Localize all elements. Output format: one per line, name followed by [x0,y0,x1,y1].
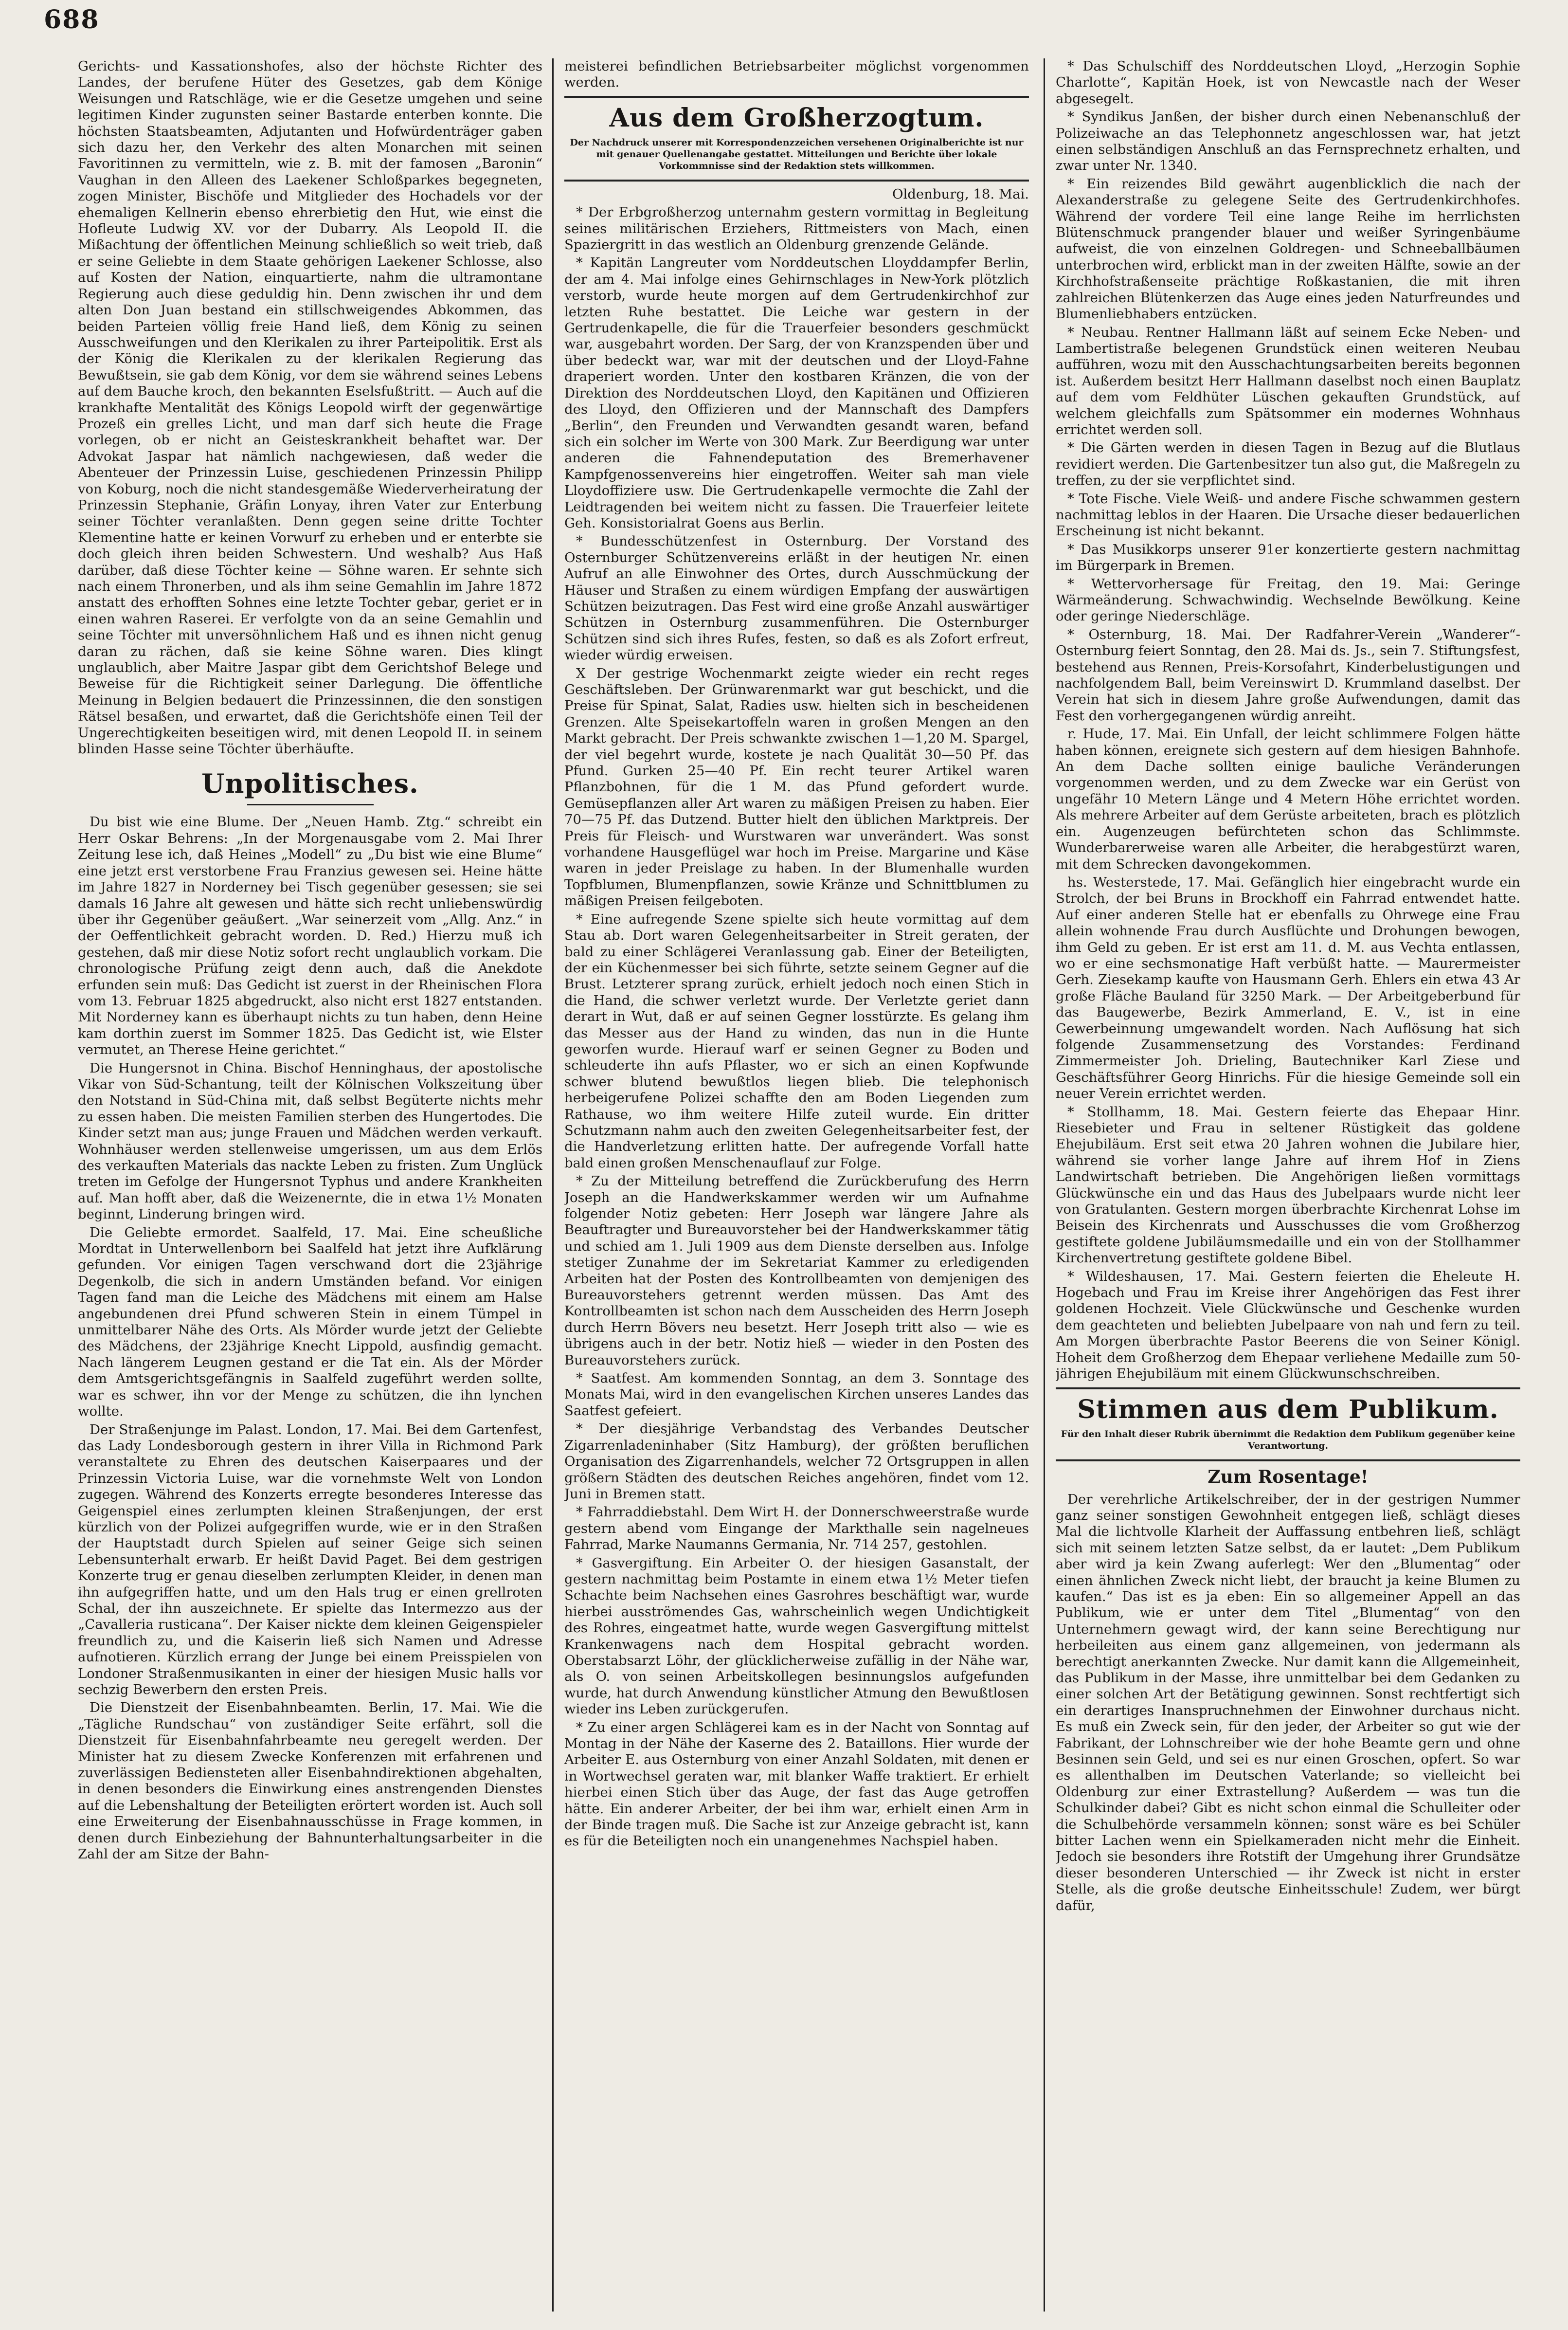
reprint-notice: Der Nachdruck unserer mit Korrespondenzzeichen versehenen Originalberichte ist nur mit genauer Quellenangabe gestattet. Mitteilungen und Berichte über lokale Vorkommnisse sind der Redaktion stets willkommen. [570,137,1024,171]
article-paragraph: Der verehrliche Artikelschreiber, der in der gestrigen Nummer ganz seiner sonstigen Gewohnheit entgegen ließ, schlägt dieses Mal die lichtvolle Klarheit der Auffassung entbehren ließ, schlägt sich mit seinem letzten Satze selbst, da er lautet: „Dem Publikum aber wird ja kein Zwang auferlegt: Wer den „Blumentag“ oder einen ähnlichen Zweck nicht liebt, der braucht ja keine Blumen zu kaufen.“ Das ist es ja eben: Ein so allgemeiner Appell an das Publikum, wie er unter dem Titel „Blumentag“ von den Unternehmern gewagt wird, der kann seine Berechtigung nur herbeileiten aus einem ganz allgemeinen, von jedermann als berechtigt anerkannten Zwecke. Nur damit kann die Allgemeinheit, das Publikum in der Masse, ihre unmittelbar bei dem Gedanken zu einer solchen Art der Betätigung gewinnen. Sonst rechtfertigt sich ein derartiges Inanspruchnehmen der Einwohner durchaus nicht. Es muß ein Zweck sein, für den jeder, der Arbeiter so gut wie der Fabrikant, der Lohnschreiber wie der hohe Beamte gern und ohne Besinnen sein Geld, und sei es nur einen Groschen, opfert. So war es allenthalben im Deutschen Vaterlande; so vielleicht bei Oldenburg zur einer Extrastellung? Außerdem — was tun die Schulkinder dabei? Gibt es nicht schon einmal die Schulleiter oder die Schulbehörde versammeln können; sonst wäre es bei Schüler bitter Lachen wenn ein Spielkameraden nicht mehr die Einheit. Jedoch sie besonders ihre Rotstift der Umgehung ihrer Grundsätze dieser besonderen Unterschied — ihr Zweck ist nicht in erster Stelle, als die große deutsche Einheitsschule! Zudem, wer bürgt dafür, [1056,1491,1520,1913]
article-paragraph: * Das Schulschiff des Norddeutschen Lloyd, „Herzogin Sophie Charlotte“, Kapitän Hoek, ist von Newcastle nach der Weser abgesegelt. [1056,58,1520,107]
article-paragraph: Die Geliebte ermordet. Saalfeld, 17. Mai. Eine scheußliche Mordtat in Unterwellenborn bei Saalfeld hat jetzt ihre Aufklärung gefunden. Vor einigen Tagen verschwand dort die 23jährige Degenkolb, die sich in andern Umständen befand. Vor einigen Tagen fand man die Leiche des Mädchens mit einem am Halse angebundenen drei Pfund schweren Stein in einem Tümpel in unmittelbarer Nähe des Orts. Als Mörder wurde jetzt der Geliebte des Mädchens, der 23jährige Knecht Lippold, ausfindig gemacht. Nach längerem Leugnen gestand er die Tat ein. Als der Mörder dem Amtsgerichtsgefängnis in Saalfeld zugeführt werden sollte, war es schwer, ihn vor der Menge zu schützen, die ihn lynchen wollte. [78,1224,542,1420]
article-paragraph: * Tote Fische. Viele Weiß- und andere Fische schwammen gestern nachmittag leblos in der Haaren. Die Ursache dieser bedauerlichen Erscheinung ist nicht bekannt. [1056,491,1520,539]
article-paragraph: * Wettervorhersage für Freitag, den 19. Mai: Geringe Wärmeänderung. Schwachwindig. Wechselnde Bewölkung. Keine oder geringe Niederschläge. [1056,576,1520,624]
article-paragraph: * Bundesschützenfest in Osternburg. Der Vorstand des Osternburger Schützenvereins erläßt in der heutigen Nr. einen Aufruf an alle Einwohner des Ortes, durch Ausschmückung der Häuser und Straßen zu einem würdigen Empfang der auswärtigen Schützen beizutragen. Das Fest wird eine große Anzahl auswärtiger Schützen in Osternburg zusammenführen. Die Osternburger Schützen sind sich ihres Rufes, festen, so daß es als Zofort erfreut, wieder würdig erweisen. [564,533,1029,663]
article-paragraph: * Ein reizendes Bild gewährt augenblicklich die nach der Alexanderstraße zu gelegene Seite des Gertrudenkirchhofes. Während der vordere Teil eine lange Reihe im herrlichsten Blütenschmuck prangender blauer und weißer Syringenbäume aufweist, die von einzelnen Goldregen- und Schneeballbäumen unterbrochen wird, erblickt man in der zweiten Hälfte, sowie an der Kirchhofstraßenseite prächtige Roßkastanien, die mit ihren zahlreichen Blütenkerzen das Auge eines jeden Naturfreundes und Blumenliebhabers entzücken. [1056,176,1520,322]
article-paragraph: * Die Gärten werden in diesen Tagen in Bezug auf die Blutlaus revidiert werden. Die Gartenbesitzer tun also gut, die Maßregeln zu treffen, zu der sie verpflichtet sind. [1056,440,1520,489]
article-paragraph: r. Hude, 17. Mai. Ein Unfall, der leicht schlimmere Folgen hätte haben können, ereignete sich gestern auf dem hiesigen Bahnhofe. An dem Dache sollten einige bauliche Veränderungen vorgenommen werden, und zu dem Zwecke war ein Gerüst von ungefähr 10 Metern Länge und 4 Metern Höhe errichtet worden. Als mehrere Arbeiter auf dem Gerüste arbeiteten, brach es plötzlich ein. Augenzeugen befürchteten schon das Schlimmste. Wunderbarerweise waren alle Arbeiter, die herabgestürzt waren, mit dem Schrecken davongekommen. [1056,726,1520,872]
article-paragraph: Du bist wie eine Blume. Der „Neuen Hamb. Ztg.“ schreibt ein Herr Oskar Behrens: „In der Morgenausgabe vom 2. Mai Ihrer Zeitung lese ich, daß Heines „Modell“ zu „Du bist wie eine Blume“ eine jetzt erst verstorbene Frau Franzius gewesen sei. Heine hätte im Jahre 1827 in Norderney bei Tisch gegenüber gesessen; sie sei damals 16 Jahre alt gewesen und hätte sich recht unliebenswürdig über ihr Gegenüber geäußert. „War seinerzeit vom „Allg. Anz.“ in der Oeffentlichkeit gebracht worden. D. Red.) Hierzu muß ich gestehen, daß mir diese Notiz sofort recht unglaublich vorkam. Die chronologische Prüfung zeigt denn auch, daß die Anekdote erfunden sein muß: Das Gedicht ist zuerst in der Rheinischen Flora vom 13. Februar 1825 abgedruckt, also nicht erst 1827 entstanden. Mit Norderney kann es überhaupt nichts zu tun haben, denn Heine kam dorthin zuerst im Sommer 1825. Das Gedicht ist, wie Elster vermutet, an Therese Heine gerichtet.“ [78,814,542,1058]
article-paragraph: * Zu der Mitteilung betreffend die Zurückberufung des Herrn Joseph an die Handwerkskammer werden wir um Aufnahme folgender Notiz gebeten: Herr Joseph war längere Jahre als Beauftragter und Bureauvorsteher bei der Handwerkskammer tätig und schied am 1. Juli 1909 aus dem Dienste derselben aus. Infolge stetiger Zunahme der im Sekretariat Kammer zu erledigenden Arbeiten hat der Posten des Kontrollbeamten von demjenigen des Bureauvorstehers getrennt werden müssen. Das Amt des Kontrollbeamten ist schon nach dem Ausscheiden des Herrn Joseph durch Herrn Bövers neu besetzt. Herr Joseph tritt also — wie es übrigens auch in der betr. Notiz hieß — wieder in den Posten des Bureauvorstehers zurück. [564,1173,1029,1368]
article-paragraph: * Stollhamm, 18. Mai. Gestern feierte das Ehepaar Hinr. Riesebieter und Frau in seltener Rüstigkeit das goldene Ehejubiläum. Erst seit etwa 20 Jahren wohnen die Jubilare hier, während sie vorher lange Jahre auf ihrem Hof in Ziens Landwirtschaft betrieben. Die Angehörigen ließen vormittags Glückwünsche ein und das Haus des Jubelpaars wurde nicht leer von Gratulanten. Gestern morgen überbrachte Kirchenrat Lohse im Beisein des Kirchenrats und Ausschusses die vom Großherzog gestiftete goldene Jubiläumsmedaille und ein von der Stollhammer Kirchenvertretung gestiftete goldene Bibel. [1056,1104,1520,1266]
article-paragraph: * Wildeshausen, 17. Mai. Gestern feierten die Eheleute H. Hogebach und Frau im Kreise ihrer Angehörigen das Fest ihrer goldenen Hochzeit. Viele Glückwünsche und Geschenke wurden dem geachteten und beliebten Jubelpaare von nah und fern zu teil. Am Morgen überbrachte Pastor Beerens die von Seiner Königl. Hoheit dem Großherzog dem Ehepaar verliehene Medaille zum 50-jährigen Ehejubiläum mit einem Glückwunschschreiben. [1056,1268,1520,1382]
article-paragraph: * Neubau. Rentner Hallmann läßt auf seinem Ecke Neben- und Lambertistraße belegenen Grundstück einen weiteren Neubau aufführen, wozu mit den Ausschachtungsarbeiten bereits begonnen ist. Außerdem besitzt Herr Hallmann daselbst noch einen Bauplatz auf dem vom Feldhüter Lüschen gekauften Grundstück, auf welchem gleichfalls zum Spätsommer ein modernes Wohnhaus errichtet werden soll. [1056,324,1520,437]
section-title-box [564,96,1029,182]
dateline: Oldenburg, 18. Mai. [892,186,1029,202]
article-paragraph: hs. Westerstede, 17. Mai. Gefänglich hier eingebracht wurde ein Strolch, der bei Bruns in Brockhoff ein Fahrrad entwendet hatte. Auf einer anderen Stelle hat er ebenfalls zu Ohrwege eine Frau allein wohnende Frau durch Ausflüchte und Drohungen bewogen, ihm Geld zu geben. Er ist erst am 11. d. M. aus Vechta entlassen, wo er eine sechsmonatige Haft verbüßt hatte. — Maurermeister Gerh. Ziesekamp kaufte von Hausmann Gerh. Ehlers ein etwa 43 Ar große Fläche Bauland für 3250 Mark. — Der Arbeitgeberbund für das Baugewerbe, Bezirk Ammerland, E. V., ist in eine Gewerbeinnung umgewandelt worden. Nach Auflösung hat sich folgende Zusammensetzung des Vorstandes: Ferdinand Zimmermeister Joh. Drieling, Bautechniker Karl Ziese und Geschäftsführer Georg Hinrichs. Für die hiesige Gemeinde soll ein neuer Verein errichtet werden. [1056,874,1520,1102]
article-paragraph: * Saatfest. Am kommenden Sonntag, an dem 3. Sonntage des Monats Mai, wird in den evangelischen Kirchen unseres Landes das Saatfest gefeiert. [564,1370,1029,1419]
article-paragraph: * Gasvergiftung. Ein Arbeiter O. der hiesigen Gasanstalt, der gestern nachmittag beim Postamte in einem etwa 1½ Meter tiefen Schachte beim Nachsehen eines Gasrohres beschäftigt war, wurde hierbei ausströmendes Gas, wahrscheinlich wegen Undichtigkeit des Rohres, eingeatmet hatte, wurde wegen Gasvergiftung mittelst Krankenwagens nach dem Hospital gebracht worden. Oberstabsarzt Löhr, der glücklicherweise zufällig in der Nähe war, als O. von seinen Arbeitskollegen besinnungslos aufgefunden wurde, hat durch Anwendung künstlicher Atmung den Bewußtlosen wieder ins Leben zurückgerufen. [564,1555,1029,1717]
article-paragraph: X Der gestrige Wochenmarkt zeigte wieder ein recht reges Geschäftsleben. Der Grünwarenmarkt war gut beschickt, und die Preise für Spinat, Salat, Radies usw. hielten sich in bescheidenen Grenzen. Alte Speisekartoffeln waren in großen Mengen an den Markt gebracht. Der Preis schwankte zwischen 1—1,20 M. Spargel, der viel begehrt wurde, kostete je nach Qualität 30—50 Pf. das Pfund. Gurken 25—40 Pf. Ein recht teurer Artikel waren Pflanzbohnen, für die 1 M. das Pfund gefordert wurde. Gemüsepflanzen aller Art waren zu mäßigen Preisen zu haben. Eier 70—75 Pf. das Dutzend. Butter hielt den üblichen Marktpreis. Der Preis für Fleisch- und Wurstwaren war unverändert. Was sonst vorhandene Hausgeflügel war hoch im Preise. Margarine und Käse waren in jeder Preislage zu haben. In der Blumenhalle wurden Topfblumen, Blumenpflanzen, sowie Kränze und Schnittblumen zu mäßigen Preisen feilgeboten. [564,665,1029,909]
column-right [1056,58,1520,2316]
article-subheading: Zum Rosentage! [1208,1466,1369,1487]
column-left [78,58,542,2316]
section-heading-publikum: Stimmen aus dem Publikum. [1077,1394,1499,1424]
article-paragraph: * Der Erbgroßherzog unternahm gestern vormittag in Begleitung seines militärischen Erziehers, Rittmeisters von Mach, einen Spaziergritt in das westlich an Oldenburg grenzende Gelände. [564,204,1029,253]
column-middle [564,58,1029,2316]
article-paragraph: * Osternburg, 18. Mai. Der Radfahrer-Verein „Wanderer“-Osternburg feiert Sonntag, den 28. Mai ds. Js., sein 7. Stiftungsfest, bestehend aus Rennen, Preis-Korsofahrt, Kinderbelustigungen und nachfolgendem Ball, beim Vereinswirt D. Krummland daselbst. Der Verein hat sich in diesem Jahre große Aufwendungen, damit das Fest den vorhergegangenen würdig anreiht. [1056,626,1520,724]
column-divider [1044,58,1045,2312]
page-number: 688 [44,5,100,35]
section-heading-grossherzogtum: Aus dem Großherzogtum. [609,103,984,133]
article-paragraph: meisterei befindlichen Betriebsarbeiter möglichst vorgenommen werden. [564,58,1029,91]
section-title-box [1056,1387,1520,1461]
article-paragraph: * Der diesjährige Verbandstag des Verbandes Deutscher Zigarrenladeninhaber (Sitz Hamburg), der größten beruflichen Organisation des Zigarrenhandels, welcher 72 Ortsgruppen in allen größern Städten des deutschen Reiches angehören, findet vom 12. Juni in Bremen statt. [564,1421,1029,1502]
article-paragraph: Die Hungersnot in China. Bischof Henninghaus, der apostolische Vikar von Süd-Schantung, teilt der Kölnischen Volkszeitung über den Notstand in Süd-China mit, daß selbst Begüterte nichts mehr zu essen haben. Die meisten Familien sterben des Hungertodes. Die Kinder setzt man aus; junge Frauen und Mädchen werden verkauft. Wohnhäuser werden stellenweise umgerissen, um aus dem Erlös des verkauften Materials das nackte Leben zu fristen. Zum Unglück treten im Gefolge der Hungersnot Typhus und andere Krankheiten auf. Man hofft aber, daß die Weizenernte, die in etwa 1½ Monaten beginnt, Linderung bringen wird. [78,1060,542,1222]
article-paragraph: * Das Musikkorps unserer 91er konzertierte gestern nachmittag im Bürgerpark in Bremen. [1056,541,1520,574]
article-paragraph: * Eine aufregende Szene spielte sich heute vormittag auf dem Stau ab. Dort waren Gelegenheitsarbeiter in Streit geraten, der bald zu einer Schlägerei Veranlassung gab. Einer der Beteiligten, der ein Küchenmesser bei sich führte, setzte seinem Gegner auf die Brust. Letzterer sprang zurück, erhielt jedoch noch einen Stich in die Hand, die schwer verletzt wurde. Der Verletzte geriet dann derart in Wut, daß er auf seinen Gegner losstürzte. Es gelang ihm das Messer aus der Hand zu winden, das nun in die Hunte geworfen wurde. Hierauf warf er seinen Gegner zu Boden und schleuderte ihn aufs Pflaster, wo er sich an einen Kopfwunde schwer blutend bewußtlos liegen blieb. Die telephonisch herbeigerufene Polizei schaffte den am Boden Liegenden zum Rathause, wo ihm weitere Hilfe zuteil wurde. Ein dritter Schutzmann nahm auch den zweiten Gelegenheitsarbeiter fest, der die Handverletzung erlitten hatte. Der aufregende Vorfall hatte bald einen großen Menschenauflauf zur Folge. [564,911,1029,1171]
column-divider [552,58,554,2312]
section-heading-unpolitisches: Unpolitisches. [201,768,419,800]
article-paragraph: * Fahrraddiebstahl. Dem Wirt H. der Donnerschweerstraße wurde gestern abend vom Eingange der Markthalle sein nagelneues Fahrrad, Marke Naumanns Germania, Nr. 714 257, gestohlen. [564,1504,1029,1553]
heading-underline [247,804,374,805]
article-paragraph: Der Straßenjunge im Palast. London, 17. Mai. Bei dem Gartenfest, das Lady Londesborough gestern in ihrer Villa in Richmond Park veranstaltete zu Ehren des deutschen Kaiserpaares und der Prinzessin Victoria Luise, war die vornehmste Welt von London zugegen. Während des Konzerts erregte besonderes Interesse das Geigenspiel eines zerlumpten kleinen Straßenjungen, der erst kürzlich von der Polizei aufgegriffen wurde, wie er in den Straßen der Hauptstadt durch Spielen auf seiner Geige sich seinen Lebensunterhalt erwarb. Er heißt David Paget. Bei dem gestrigen Konzerte trug er genau dieselben zerlumpten Kleider, in denen man ihn aufgegriffen hatte, und um den Hals trug er einen grellroten Schal, der ihn auszeichnete. Er spielte das Intermezzo aus der „Cavalleria rusticana“. Der Kaiser nickte dem kleinen Geigenspieler freundlich zu, und die Kaiserin ließ sich Namen und Adresse aufnotieren. Kürzlich errang der Junge bei einem Preisspielen von Londoner Straßenmusikanten in einer der hiesigen Music halls vor sechzig Bewerbern den ersten Preis. [78,1421,542,1697]
article-paragraph: Gerichts- und Kassationshofes, also der höchste Richter des Landes, der berufene Hüter des Gesetzes, gab dem Könige Weisungen und Ratschläge, wie er die Gesetze umgehen und seine legitimen Kinder zugunsten seiner Bastarde enterben konnte. Die höchsten Staatsbeamten, Adjutanten und Hofwürdenträger gaben sich dazu her, den Verkehr des alten Monarchen mit seinen Favoritinnen zu vermitteln, wie z. B. mit der famosen „Baronin“ Vaughan in den Alleen des Laekener Schloßparkes begegneten, zogen Minister, Bischöfe und Mitglieder des Hochadels vor der ehemaligen Kellnerin ebenso ehrerbietig den Hut, wie einst die Hofleute Ludwig XV. vor der Dubarry. Als Leopold II. die Mißachtung der öffentlichen Meinung schließlich so weit trieb, daß er seine Geliebte in dem Staate gehörigen Laekener Schlosse, also auf Kosten der Nation, einquartierte, nahm die ultramontane Regierung auch diese geduldig hin. Denn zwischen ihr und dem alten Don Juan bestand ein stillschweigendes Abkommen, das beiden Parteien völlig freie Hand ließ, dem König zu seinen Ausschweifungen und den Klerikalen zu ihrer Parteipolitik. Erst als der König die Klerikalen zu der klerikalen Regierung das Bewußtsein, sie gab dem König, vor dem sie während seines Lebens auf dem Bauche kroch, den bekannten Eselsfußtritt. — Auch auf die krankhafte Mentalität des Königs Leopold wirft der gegenwärtige Prozeß ein grelles Licht, und man darf sich heute die Frage vorlegen, ob er nicht an Geisteskrankheit behaftet war. Der Advokat Jaspar hat nämlich nachgewiesen, daß weder die Abenteuer der Prinzessin Luise, geschiedenen Prinzessin Philipp von Koburg, noch die nicht standesgemäße Wiederverheiratung der Prinzessin Stephanie, Gräfin Lonyay, ihren Vater zur Enterbung seiner Töchter veranlaßten. Denn gegen seine dritte Tochter Klementine hatte er keinen Vorwurf zu erheben und er enterbte sie doch gleich ihren beiden Schwestern. Und weshalb? Aus Haß darüber, daß diese Töchter keine — Söhne waren. Er sehnte sich nach einem Thronerben, und als ihm seine Gemahlin im Jahre 1872 anstatt des erhofften Sohnes eine letzte Tochter gebar, geriet er in einen wahren Raserei. Er verfolgte von da an seine Gemahlin und seine Töchter mit unversöhnlichem Haß und es ihnen nicht genug daran zu rächen, daß sie keine Söhne waren. Dies klingt unglaublich, aber Maitre Jaspar gibt dem Gerichtshof Belege und Beweise für die Richtigkeit seiner Darlegung. Die öffentliche Meinung in Belgien bedauert die Prinzessinnen, die den sonstigen Rätsel besaßen, und erwartet, daß die Gerichtshöfe einen Teil der Ungerechtigkeiten beseitigen wird, mit denen Leopold II. in seinem blinden Hasse seine Töchter überhäufte. [78,58,542,757]
rubric-notice: Für den Inhalt dieser Rubrik übernimmt die Redaktion dem Publikum gegenüber keine Verantwortung. [1061,1428,1515,1451]
article-paragraph: * Kapitän Langreuter vom Norddeutschen Lloyddampfer Berlin, der am 4. Mai infolge eines Gehirnschlages in New-York plötzlich verstorb, wurde heute morgen auf dem Gertrudenkirchhof zur letzten Ruhe bestattet. Die Leiche war gestern in der Gertrudenkapelle, die für die Trauerfeier besonders geschmückt war, ausgebahrt worden. Der Sarg, der von Kranzspenden über und über bedeckt war, war mit der deutschen und der Lloyd-Fahne draperiert worden. Unter den kostbaren Kränzen, die von der Direktion des Norddeutschen Lloyd, den Kapitänen und Offizieren des Lloyd, den Offizieren und der Mannschaft des Dampfers „Berlin“, den Freunden und Verwandten gesandt waren, befand sich ein solcher im Werte von 300 Mark. Zur Beerdigung war unter anderen die Fahnendeputation des Bremerhavener Kampfgenossenvereins hier eingetroffen. Weiter sah man viele Lloydoffiziere usw. Die Gertrudenkapelle vermochte die Zahl der Leidtragenden bei weitem nicht zu fassen. Die Trauerfeier leitete Geh. Konsistorialrat Goens aus Berlin. [564,255,1029,531]
article-paragraph: Die Dienstzeit der Eisenbahnbeamten. Berlin, 17. Mai. Wie die „Tägliche Rundschau“ von zuständiger Seite erfährt, soll die Dienstzeit für Eisenbahnfahrbeamte neu geregelt werden. Der Minister hat zu diesem Zwecke Konferenzen mit erfahrenen und zuverlässigen Bediensteten aller Eisenbahndirektionen abgehalten, in denen besonders die Einwirkung eines anstrengenden Dienstes auf die Lebenshaltung der Beteiligten erörtert worden ist. Auch soll eine Erweiterung der Eisenbahnausschüsse in Frage kommen, in denen durch Einbeziehung der Bahnunterhaltungsarbeiter in die Zahl der am Sitze der Bahn- [78,1700,542,1862]
article-paragraph: * Zu einer argen Schlägerei kam es in der Nacht von Sonntag auf Montag in der Nähe der Kaserne des 2. Bataillons. Hier wurde der Arbeiter E. aus Osternburg von einer Anzahl Soldaten, mit denen er in Wortwechsel geraten war, mit blanker Waffe traktiert. Er erhielt hierbei einen Stich über das Auge, der fast das Auge getroffen hätte. Ein anderer Arbeiter, der bei ihm war, erhielt einen Arm in der Binde tragen muß. Die Sache ist zur Anzeige gebracht ist, kann es für die Beteiligten noch ein unangenehmes Nachspiel haben. [564,1719,1029,1849]
article-paragraph: * Syndikus Janßen, der bisher durch einen Nebenanschluß der Polizeiwache an das Telephonnetz angeschlossen war, hat jetzt einen selbständigen Anschluß an das Fernsprechnetz erhalten, und zwar unter Nr. 1340. [1056,109,1520,174]
